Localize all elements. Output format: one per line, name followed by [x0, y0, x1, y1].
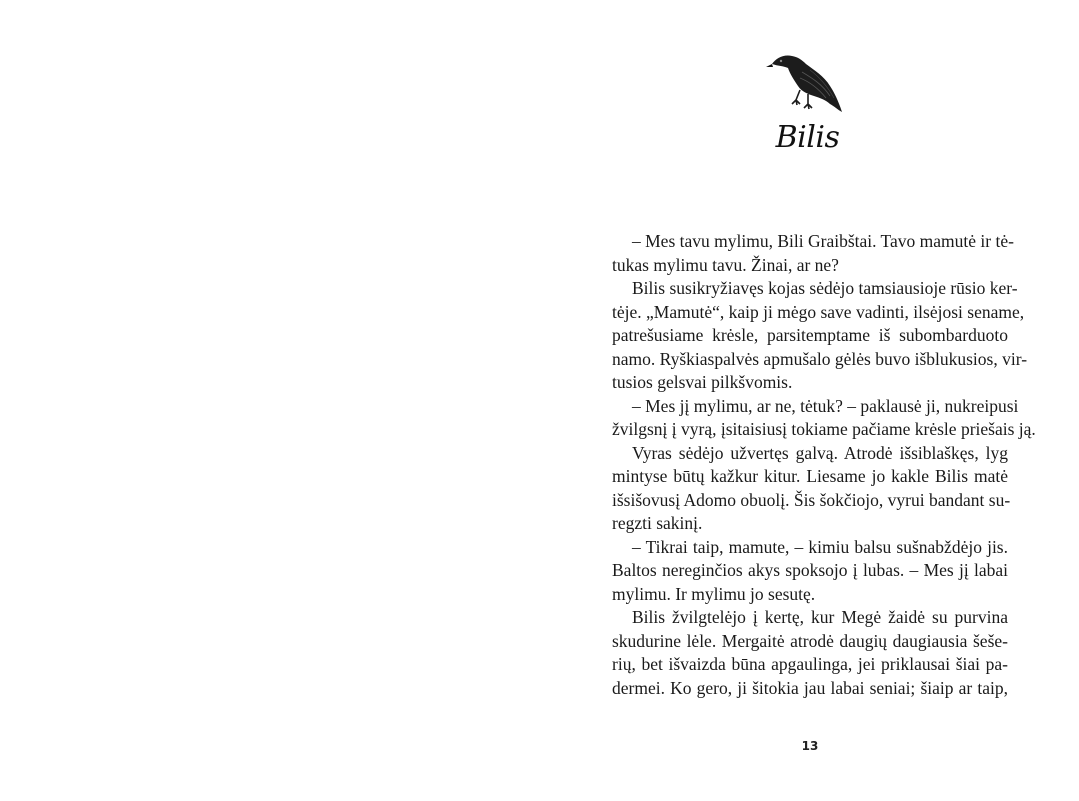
text-line: tėje. „Mamutė“, kaip ji mėgo save vadinti, ilsėjosi sename,: [612, 301, 1025, 322]
text-line: – Tikrai taip, mamute, – kimiu balsu sušnabždėjo jis.: [632, 536, 1008, 557]
raven-icon: [766, 50, 846, 122]
text-line: tukas mylimu tavu. Žinai, ar ne?: [612, 254, 839, 275]
page-number: 13: [801, 739, 819, 753]
text-line: regzti sakinį.: [612, 513, 703, 533]
text-line: Vyras sėdėjo užvertęs galvą. Atrodė išsiblaškęs, lyg: [632, 442, 1008, 463]
body-text: [612, 230, 1036, 700]
text-line: mylimu. Ir mylimu jo sesutę.: [612, 583, 816, 604]
text-line: – Mes tavu mylimu, Bili Graibštai. Tavo mamutė ir tė-: [632, 231, 1014, 251]
text-line: – Mes jį mylimu, ar ne, tėtuk? – paklausė ji, nukreipusi: [632, 395, 1019, 416]
text-line: tusios gelsvai pilkšvomis.: [612, 372, 793, 392]
text-line: Bilis žvilgtelėjo į kertę, kur Megė žaidė su purvina: [632, 607, 1008, 627]
text-line: namo. Ryškiaspalvės apmušalo gėlės buvo išblukusios, vir-: [612, 348, 1028, 369]
text-line: patrešusiame krėsle, parsitemptame iš subombarduoto: [612, 325, 1008, 345]
text-line: Baltos nereginčios akys spoksojo į lubas. – Mes jį labai: [612, 560, 1008, 580]
text-line: skudurine lėle. Mergaitė atrodė daugių daugiausia šeše-: [612, 630, 1008, 651]
text-line: Bilis susikryžiavęs kojas sėdėjo tamsiausioje rūsio ker-: [632, 278, 1018, 298]
text-line: rių, bet išvaizda būna apgaulinga, jei priklausai šiai pa-: [612, 654, 1008, 674]
text-line: žvilgsnį į vyrą, įsitaisiusį tokiame pačiame krėsle priešais ją.: [612, 419, 1036, 439]
right-page: [540, 0, 1079, 801]
text-line: mintyse būtų kažkur kitur. Liesame jo kakle Bilis matė: [612, 466, 1008, 486]
text-line: išsišovusį Adomo obuolį. Šis šokčiojo, vyrui bandant su-: [612, 489, 1011, 510]
text-line: dermei. Ko gero, ji šitokia jau labai seniai; šiaip ar taip,: [612, 677, 1008, 698]
chapter-title: Bilis: [775, 120, 840, 155]
